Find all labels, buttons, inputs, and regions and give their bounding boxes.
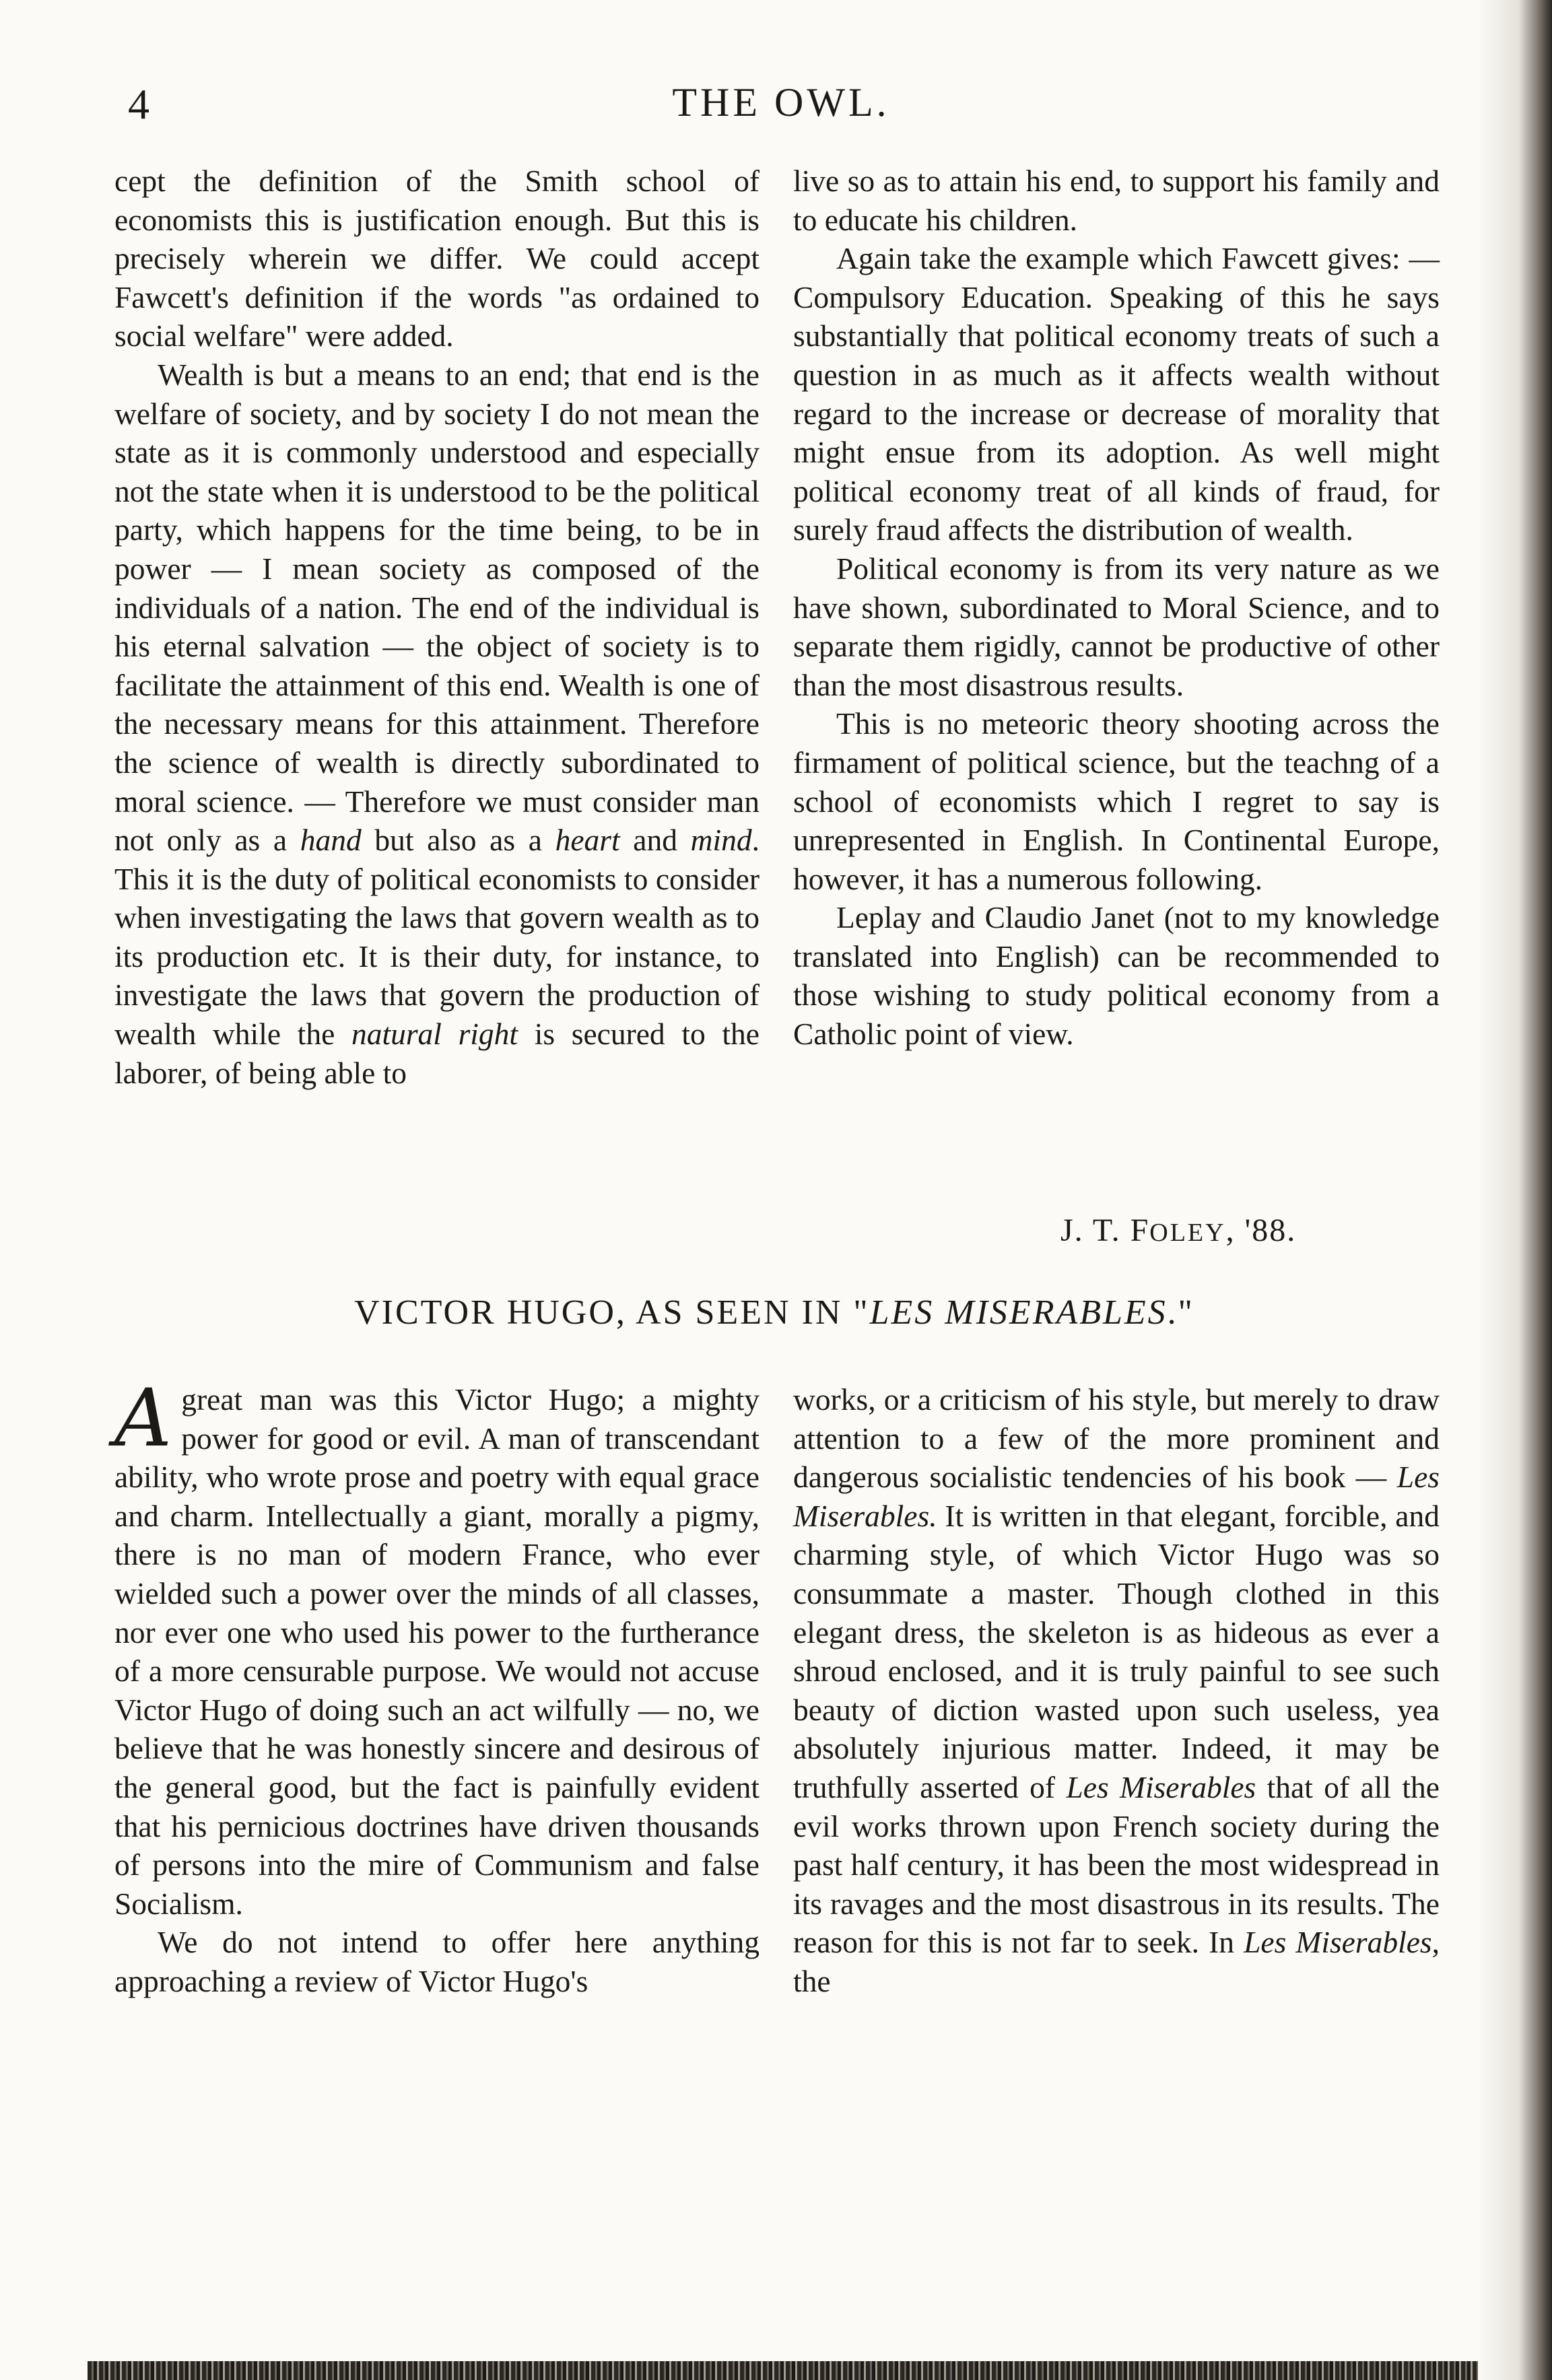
italic-text: heart (555, 823, 620, 858)
drop-cap: A (114, 1371, 172, 1464)
heading-text: VICTOR HUGO, AS SEEN IN " (354, 1293, 870, 1332)
scan-bottom-edge (88, 2361, 1478, 2380)
heading-end: ." (1167, 1293, 1194, 1332)
article2-left-column (114, 1371, 760, 2001)
text-span: that of all the evil works thrown upon French society during the past half century, it has been the most widespread in its ravages and the most disastrous in its results. The reason for this is not far to seek. In (793, 1769, 1440, 1960)
paragraph: Again take the example which Fawcett gives: — Compulsory Education. Speaking of this he says substantially that political economy treats of such a question in as much as it affects wealth without regard to the increase or decrease of morality that might ensue from its adoption. As well might political economy treat of all kinds of fraud, for surely fraud affects the distribution of wealth. (793, 241, 1440, 547)
italic-text: natural right (351, 1017, 518, 1052)
paragraph: live so as to attain his end, to support his family and to educate his children. (793, 164, 1440, 237)
text-span: It is written in that elegant, forcible, and charming style, of which Victor Hugo was so consummate a master. Though clothed in this elegant dress, the skeleton is as hideous as ever a shroud enclosed, and it is truly painful to see such beauty of diction wasted upon such useless, yea absolutely injurious matter. Indeed, it may be truthfully asserted of (793, 1498, 1440, 1804)
signature-year: , '88. (1225, 1213, 1297, 1248)
signature-text: J. T. F (1060, 1213, 1150, 1248)
paragraph (114, 355, 760, 1092)
text-span: is secured to the laborer, of being able to (114, 1017, 760, 1090)
article-heading (101, 1293, 1448, 1332)
paragraph: This is no meteoric theory shooting across the firmament of political science, but the teachng of a school of economists which I regret to say is unrepresented in English. In Continental Europe, however, it has a numerous following. (793, 706, 1440, 896)
article1-right-column (793, 162, 1440, 1054)
page-header (114, 79, 1448, 133)
paragraph (114, 1371, 760, 1923)
running-title: THE OWL. (672, 80, 890, 125)
text-span: , the (793, 1925, 1440, 1998)
paragraph: Leplay and Claudio Janet (not to my knowledge translated into English) can be recommended to those wishing to study political economy from a Catholic point of view. (793, 900, 1440, 1052)
italic-text: Les Miserables (1066, 1769, 1256, 1804)
page-number: 4 (128, 80, 149, 128)
scan-binding-edge (1478, 0, 1552, 2380)
text-span: and (619, 823, 691, 858)
text-span: works, or a criticism of his style, but merely to draw attention to a few of the more prominent and dangerous socialistic tendencies of his book — (793, 1382, 1440, 1495)
author-signature (1060, 1212, 1296, 1249)
italic-text: Les Miserables. (793, 1460, 1440, 1533)
text-span: . This it is the duty of political economists to consider when investigating the laws that govern wealth as to its production etc. It is their duty, for instance, to investigate the laws that govern the production of wealth while the (114, 823, 760, 1052)
italic-text: hand (300, 823, 362, 858)
article2-right-column (793, 1380, 1440, 2001)
text-span: Wealth is but a means to an end; that end is the welfare of society, and by society I do not mean the state as it is commonly understood and especially not the state when it is understood to be the political party, which happens for the time being, to be in power — I mean society as composed of the individuals of a nation. The end of the individual is his eternal salvation — the object of society is to facilitate the attainment of this end. Wealth is one of the necessary means for this attainment. Therefore the science of wealth is directly subordinated to moral science. — Therefore we must consider man not only as a (114, 357, 760, 858)
paragraph: Political economy is from its very nature as we have shown, subordinated to Moral Science, and to separate them rigidly, cannot be productive of other than the most disastrous results. (793, 551, 1440, 702)
paragraph: We do not intend to offer here anything approaching a review of Victor Hugo's (114, 1925, 760, 1998)
text-span: great man was this Victor Hugo; a mighty power for good or evil. A man of transcendant ability, who wrote prose and poetry with equal grace and charm. Intellectually a giant, morally a pigmy, there is no man of modern France, who ever wielded such a power over the minds of all classes, nor ever one who used his power to the furtherance of a more censurable purpose. We would not accuse Victor Hugo of doing such an act wilfully — no, we believe that he was honestly sincere and desirous of the general good, but the fact is painfully evident that his pernicious doctrines have driven thousands of persons into the mire of Communism and false Socialism. (114, 1382, 760, 1921)
paragraph: cept the definition of the Smith school of economists this is justification enough. But this is precisely wherein we differ. We could accept Fawcett's definition if the words "as ordained to social welfare" were added. (114, 164, 760, 353)
italic-text: mind (690, 823, 752, 858)
heading-italic: LES MISERABLES (869, 1293, 1168, 1332)
signature-smallcaps: OLEY (1149, 1219, 1226, 1247)
article1-left-column (114, 162, 760, 1092)
text-span: but also as a (361, 823, 555, 858)
italic-text: Les Miserables (1244, 1925, 1432, 1960)
paragraph (793, 1380, 1440, 2001)
